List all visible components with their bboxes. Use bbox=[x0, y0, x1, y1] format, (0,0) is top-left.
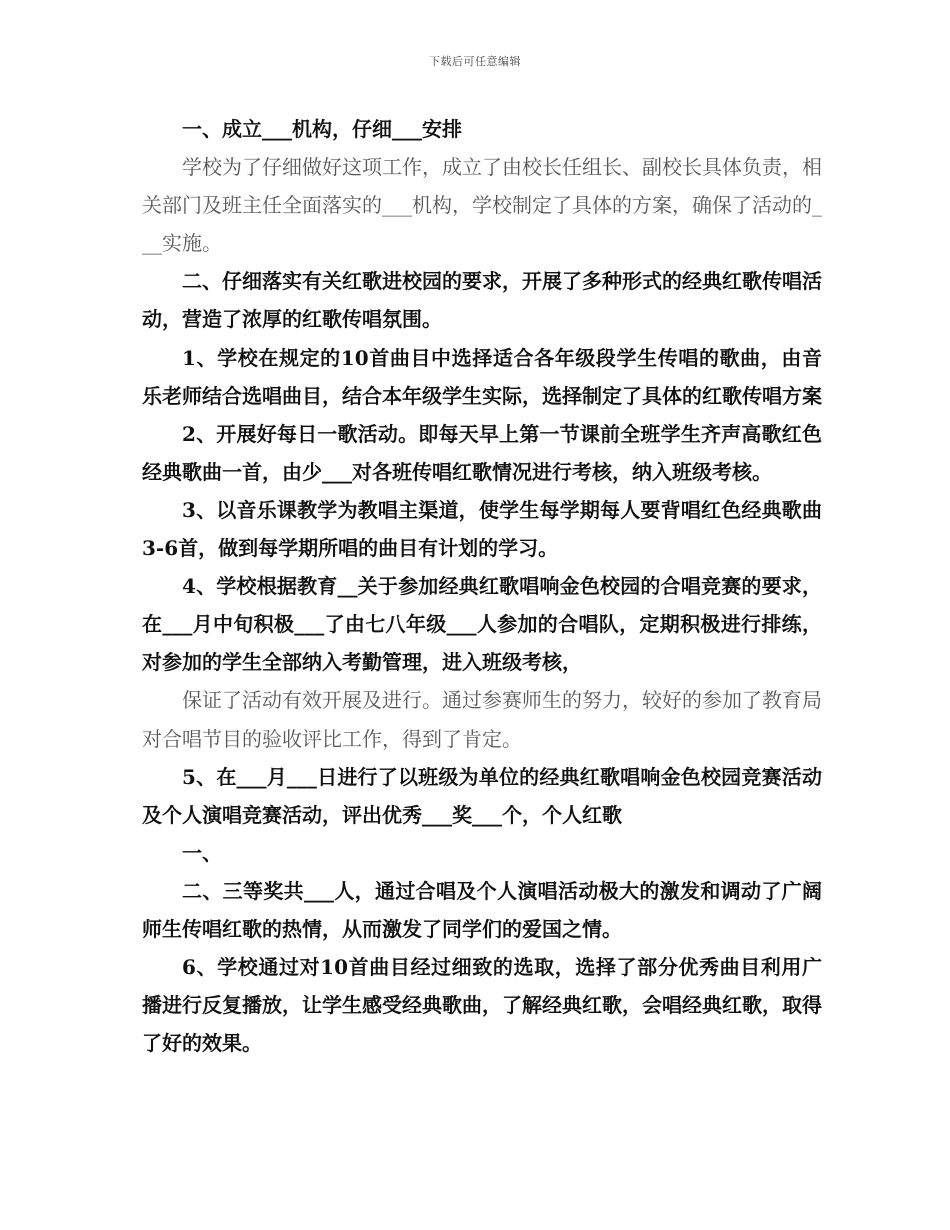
list-item: 1、学校在规定的10首曲目中选择适合各年级段学生传唱的歌曲，由音乐老师结合选唱曲目，结合本年级学生实际，选择制定了具体的红歌传唱方案 bbox=[142, 345, 822, 408]
document-body bbox=[142, 110, 822, 1062]
list-item: 2、开展好每日一歌活动。即每天早上第一节课前全班学生齐声高歌红色经典歌曲一首，由少___对各班传唱红歌情况进行考核，纳入班级考核。 bbox=[142, 421, 822, 484]
section-heading-2: 二、仔细落实有关红歌进校园的要求，开展了多种形式的经典红歌传唱活动，营造了浓厚的红歌传唱氛围。 bbox=[142, 269, 822, 332]
header-note: 下载后可任意编辑 bbox=[429, 55, 521, 68]
section-heading-1: 一、成立___机构，仔细___安排 bbox=[182, 117, 462, 141]
list-item: 4、学校根据教育__关于参加经典红歌唱响金色校园的合唱竞赛的要求，在___月中旬积极___了由七八年级___人参加的合唱队，定期积极进行排练，对参加的学生全部纳入考勤管理，进入班级考核， bbox=[142, 574, 822, 675]
paragraph: 保证了活动有效开展及进行。通过参赛师生的努力，较好的参加了教育局对合唱节目的验收评比工作，得到了肯定。 bbox=[142, 688, 822, 751]
list-item: 6、学校通过对10首曲目经过细致的选取，选择了部分优秀曲目利用广播进行反复播放，让学生感受经典歌曲，了解经典红歌，会唱经典红歌，取得了好的效果。 bbox=[142, 955, 822, 1056]
list-item: 5、在___月___日进行了以班级为单位的经典红歌唱响金色校园竞赛活动及个人演唱竞赛活动，评出优秀___奖___个，个人红歌 bbox=[142, 764, 822, 827]
list-item: 3、以音乐课教学为教唱主渠道，使学生每学期每人要背唱红色经典歌曲3-6首，做到每学期所唱的曲目有计划的学习。 bbox=[142, 497, 822, 561]
paragraph: 一、 bbox=[182, 840, 222, 865]
paragraph: 二、三等奖共___人，通过合唱及个人演唱活动极大的激发和调动了广阔师生传唱红歌的热情，从而激发了同学们的爱国之情。 bbox=[142, 878, 822, 941]
paragraph: 学校为了仔细做好这项工作，成立了由校长任组长、副校长具体负责，相关部门及班主任全面落实的___机构，学校制定了具体的方案，确保了活动的___实施。 bbox=[142, 155, 822, 256]
